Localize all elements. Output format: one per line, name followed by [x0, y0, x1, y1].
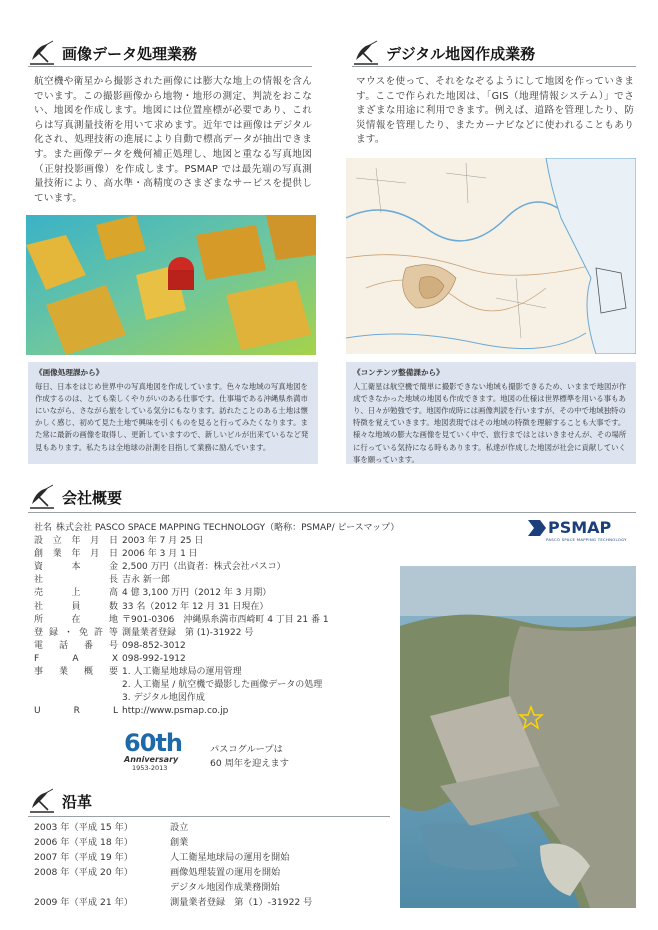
section-body: 航空機や衛星から撮影された画像には膨大な地上の情報を含んでいます。この撮影画像から地物・地形の測定、判読をおこない、地図を作成します。地図には位置座標が必要であり、これらは写真測量技術を用いて求めます。近年では画像はデジタル化され、処理技術の進展により自動で標高データが抽出できます。また画像データを幾何補正処理し、地図と重なる写真地図（正射投影画像）を作成します。PSMAP では最先端の写真測量技術により、高水準・高精度のさまざまなサービスを提供しています。	[34, 76, 312, 204]
psmap-logo	[528, 518, 634, 542]
anniversary-word: Anniversary	[124, 755, 179, 764]
company-info-value: 33 名（2012 年 12 月 31 日現在）	[122, 601, 269, 612]
company-info-value: 1. 人工衛星地球局の運用管理	[122, 667, 242, 678]
history-event: 測量業者登録 第（1）-31922 号	[170, 897, 313, 908]
topographic-map-image	[346, 158, 636, 354]
note-box-digital-map	[346, 362, 636, 464]
company-info-value: 測量業者登録 第 (1)-31922 号	[122, 627, 254, 638]
history-date: 2008 年（平成 20 年）	[34, 867, 133, 878]
company-info-value[interactable]: http://www.psmap.co.jp	[122, 706, 229, 717]
satellite-dish-icon	[28, 788, 56, 814]
company-info-table	[34, 522, 400, 718]
section-title: デジタル地図作成業務	[386, 44, 536, 63]
company-info-value: 吉永 新一郎	[122, 575, 170, 586]
satellite-dish-icon	[28, 484, 56, 510]
company-info-label: 社 名	[34, 523, 53, 533]
psmap-mark-icon	[528, 520, 546, 536]
company-info-label: 創 業 年 月 日	[34, 549, 118, 560]
section-title: 画像データ処理業務	[62, 44, 198, 63]
history-event: 創業	[170, 837, 189, 848]
history-date: 2006 年（平成 18 年）	[34, 837, 133, 848]
history-event: デジタル地図作成業務開始	[170, 882, 280, 893]
company-info-value: 098-992-1912	[122, 653, 186, 664]
history-row	[34, 880, 394, 895]
company-info-value: 2006 年 3 月 1 日	[122, 549, 198, 560]
history-list	[34, 820, 394, 910]
company-info-label: 事 業 概 要	[34, 667, 118, 678]
company-info-row	[34, 627, 394, 640]
company-info-value: 098-852-3012	[122, 640, 186, 651]
satellite-dish-icon	[352, 40, 380, 66]
company-info-label: 売 上 高	[34, 588, 118, 599]
section-title: 沿革	[62, 792, 93, 811]
company-info-label: 社 員 数	[34, 601, 118, 612]
company-info-row	[34, 535, 394, 548]
aerial-photo	[400, 566, 636, 908]
company-info-label: 設 立 年 月 日	[34, 536, 118, 547]
3d-city-image	[26, 215, 316, 355]
anniversary-years: 1953-2013	[132, 764, 168, 772]
company-info-label	[34, 692, 122, 705]
company-info-label: 資 本 金	[34, 562, 118, 573]
company-info-label	[34, 679, 122, 692]
section-heading-history	[28, 788, 92, 814]
company-info-row	[34, 561, 394, 574]
company-info-label: U R L	[34, 706, 118, 717]
note-title: 《コンテンツ整備課から》	[353, 368, 444, 377]
history-row	[34, 865, 394, 880]
company-info-row	[34, 522, 400, 535]
company-info-row	[34, 548, 394, 561]
psmap-logo-sub: PASCO SPACE MAPPING TECHNOLOGY	[546, 537, 627, 542]
section-body: マウスを使って、それをなぞるようにして地図を作っていきます。ここで作られた地図は、「GIS（地理情報システム）」でさまざまな用途に利用できます。例えば、道路を管理したり、防災情報を管理したり、またカーナビなどに使われることもあります。	[356, 76, 634, 146]
company-info-row	[34, 692, 394, 705]
company-info-value: 2003 年 7 月 25 日	[122, 536, 204, 547]
company-info-value: 株式会社 PASCO SPACE MAPPING TECHNOLOGY（略称：PSMAP/ ピースマップ）	[56, 523, 400, 533]
divider	[352, 66, 636, 67]
note-box-image-processing	[28, 362, 318, 464]
history-event: 設立	[170, 822, 189, 833]
divider	[28, 512, 636, 513]
history-date: 2007 年（平成 19 年）	[34, 852, 133, 863]
company-info-value: 〒901-0306 沖縄県糸満市西崎町 4 丁目 21 番 1	[122, 614, 329, 625]
divider	[28, 816, 390, 817]
company-info-label: 電 話 番 号	[34, 640, 118, 651]
section-heading-company	[28, 484, 122, 510]
history-row	[34, 895, 394, 910]
company-info-row	[34, 666, 394, 679]
psmap-logo-text: PSMAP	[548, 518, 612, 537]
anniversary-message-line2: 60 周年を迎えます	[210, 758, 289, 769]
company-info-label: 所 在 地	[34, 614, 118, 625]
company-info-value: 3. デジタル地図作成	[122, 693, 205, 704]
company-info-row	[34, 587, 394, 600]
anniversary-message	[210, 743, 289, 771]
history-date: 2003 年（平成 15 年）	[34, 822, 133, 833]
history-row	[34, 850, 394, 865]
section-heading-digital-map	[352, 40, 535, 66]
company-info-row	[34, 679, 394, 692]
history-event: 画像処理装置の運用を開始	[170, 867, 281, 878]
history-row	[34, 835, 394, 850]
company-info-value: 4 億 3,100 万円（2012 年 3 月期）	[122, 588, 272, 599]
company-info-row	[34, 601, 394, 614]
history-event: 人工衛星地球局の運用を開始	[170, 852, 290, 863]
company-info-row	[34, 614, 394, 627]
history-date	[34, 880, 170, 895]
company-info-label: 社 長	[34, 575, 118, 586]
divider	[28, 66, 312, 67]
section-title: 会社概要	[62, 488, 123, 507]
company-info-label: 登 録 ・ 免 許 等	[34, 627, 118, 638]
satellite-dish-icon	[28, 40, 56, 66]
company-info-row	[34, 640, 394, 653]
note-title: 《画像処理課から》	[35, 368, 104, 377]
anniversary-message-line1: パスコグループは	[210, 744, 283, 755]
history-row	[34, 820, 394, 835]
note-body: 人工衛星は航空機で簡単に撮影できない地域も撮影できるため、いままで地図が作成できなかった地域の地図も作成できます。地図の仕様は世界標準を用いる事もあり、日々が勉強です。地図作成時には画像判読を行いますが、その中で地域独特の特徴を覚えていきます。地図表現ではその地域の特徴を理解することも大事です。様々な地域の膨大な画像を見ていく中で、旅行まではとはいきませんが、その場所に行っている気持になる時もあります。私達が作成した地図が社会に貢献していく事を願っています。	[353, 382, 627, 464]
company-info-row	[34, 574, 394, 587]
anniversary-number: 60th	[124, 729, 182, 757]
anniversary-logo	[124, 731, 194, 775]
company-info-label: F A X	[34, 653, 118, 664]
company-info-row	[34, 653, 394, 666]
company-info-row	[34, 705, 394, 718]
history-date: 2009 年（平成 21 年）	[34, 897, 133, 908]
section-heading-image-processing	[28, 40, 197, 66]
company-info-value: 2,500 万円（出資者：株式会社パスコ）	[122, 562, 286, 573]
company-info-value: 2. 人工衛星 / 航空機で撮影した画像データの処理	[122, 680, 323, 691]
note-body: 毎日、日本をはじめ世界中の写真地図を作成しています。色々な地域の写真地図を作成するのは、とても楽しくやりがいのある仕事です。仕事場である沖縄県糸満市にいながら、さながら旅をしている気分にもなります。訪れたことのある土地は懐かしく感じ、初めて見た土地で興味を引くものを見ると行ってみたくなります。また常に最新の画像を取得し、更新していますので、新しいビルが出来ているなど発見もあります。私たちは全地球の計測を目指して業務に励んでいます。	[35, 382, 309, 452]
